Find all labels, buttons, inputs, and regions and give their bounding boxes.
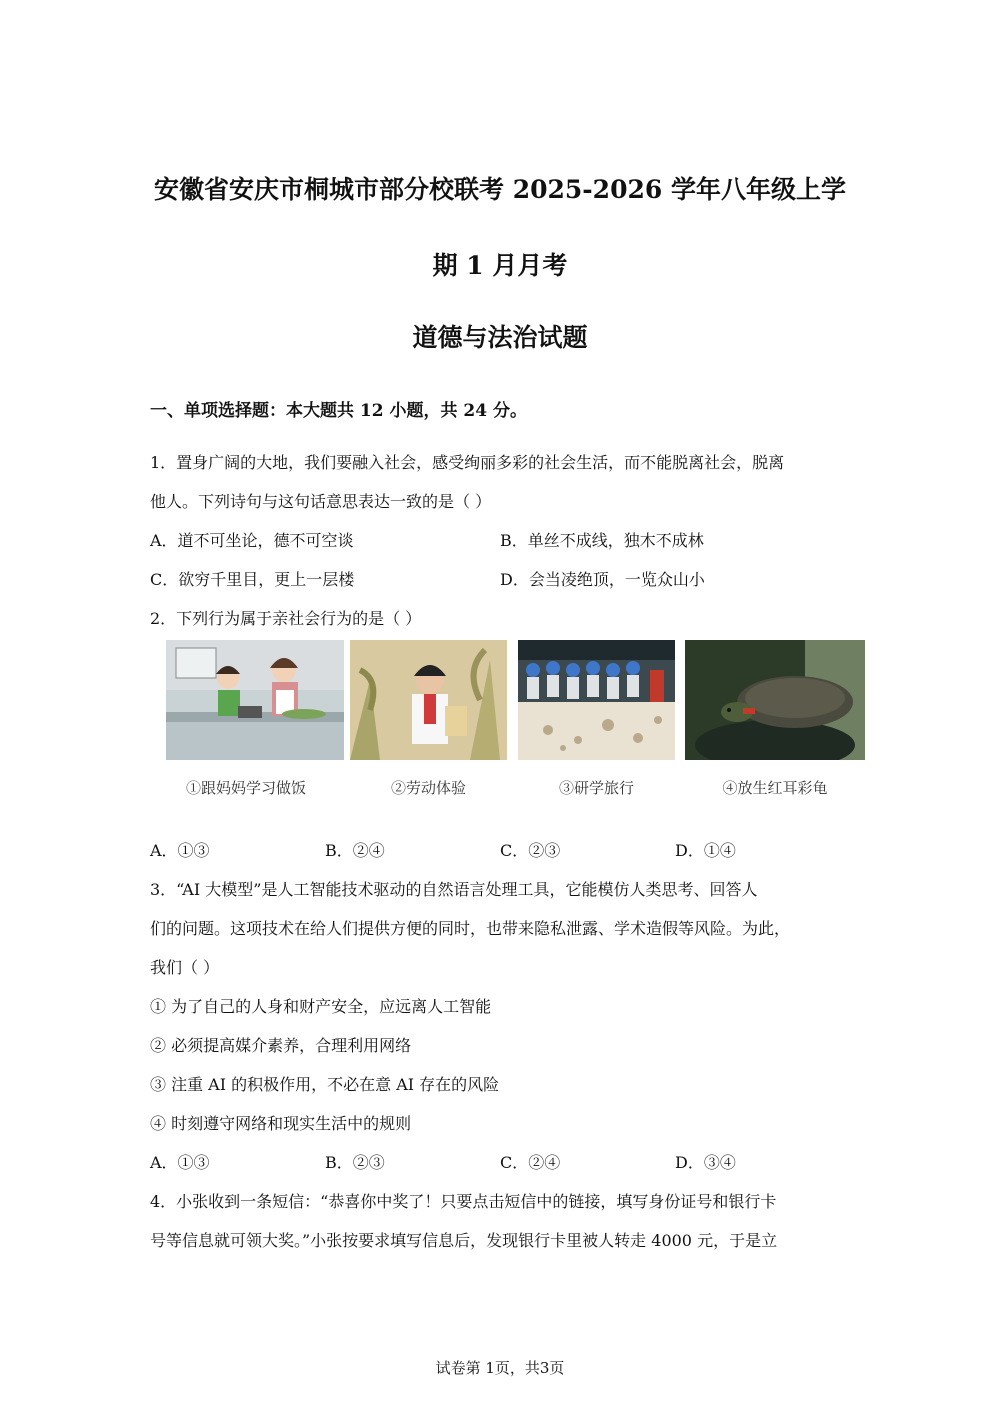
corn-field-image	[350, 640, 507, 760]
q3-statement-3: ③ 注重 AI 的积极作用，不必在意 AI 存在的风险	[150, 1075, 500, 1094]
subject-title: 道德与法治试题	[412, 323, 588, 352]
q1-option-c: C．欲穷千里目，更上一层楼	[150, 570, 355, 589]
museum-visit-image	[518, 640, 675, 760]
q3-statement-1: ① 为了自己的人身和财产安全，应远离人工智能	[150, 997, 492, 1016]
turtle-image	[685, 640, 865, 760]
section-heading: 一、单项选择题：本大题共 12 小题，共 24 分。	[150, 401, 527, 421]
q3-statement-2: ② 必须提高媒介素养，合理利用网络	[150, 1036, 412, 1055]
q4-stem-line1: 4．小张收到一条短信：“恭喜你中奖了！只要点击短信中的链接，填写身份证号和银行卡	[150, 1192, 777, 1211]
q2-option-b: B．②④	[325, 841, 385, 860]
q3-option-c: C．②④	[500, 1153, 561, 1172]
image1-caption: ①跟妈妈学习做饭	[185, 779, 306, 797]
exam-title-line1: 安徽省安庆市桐城市部分校联考 2025-2026 学年八年级上学	[154, 175, 846, 204]
q3-option-a: A．①③	[150, 1153, 210, 1172]
q2-stem: 2．下列行为属于亲社会行为的是（ ）	[150, 609, 422, 628]
image4-caption: ④放生红耳彩龟	[722, 779, 828, 797]
q3-stem-line2: 们的问题。这项技术在给人们提供方便的同时，也带来隐私泄露、学术造假等风险。为此，	[150, 919, 791, 938]
q1-stem-line1: 1．置身广阔的大地，我们要融入社会，感受绚丽多彩的社会生活，而不能脱离社会，脱离	[150, 453, 785, 472]
q3-stem-line3: 我们（ ）	[150, 958, 220, 977]
q3-option-b: B．②③	[325, 1153, 385, 1172]
q3-statement-4: ④ 时刻遵守网络和现实生活中的规则	[150, 1114, 412, 1133]
image2-caption: ②劳动体验	[390, 779, 466, 797]
exam-title-line2: 期 1 月月考	[432, 251, 568, 280]
q1-option-b: B．单丝不成线，独木不成林	[500, 531, 704, 550]
q1-option-a: A．道不可坐论，德不可空谈	[150, 531, 354, 550]
q4-stem-line2: 号等信息就可领大奖。”小张按要求填写信息后，发现银行卡里被人转走 4000 元，于是立	[150, 1231, 778, 1250]
q1-option-d: D．会当凌绝顶，一览众山小	[500, 570, 705, 589]
q2-option-a: A．①③	[150, 841, 210, 860]
q2-option-d: D．①④	[675, 841, 736, 860]
cooking-illustration-image	[166, 640, 344, 760]
q3-stem-line1: 3．“AI 大模型”是人工智能技术驱动的自然语言处理工具，它能模仿人类思考、回答人	[150, 880, 758, 899]
page-footer: 试卷第 1页，共3页	[435, 1359, 565, 1377]
q2-option-c: C．②③	[500, 841, 561, 860]
image3-caption: ③研学旅行	[558, 779, 634, 797]
q3-option-d: D．③④	[675, 1153, 736, 1172]
q1-stem-line2: 他人。下列诗句与这句话意思表达一致的是（ ）	[150, 492, 492, 511]
